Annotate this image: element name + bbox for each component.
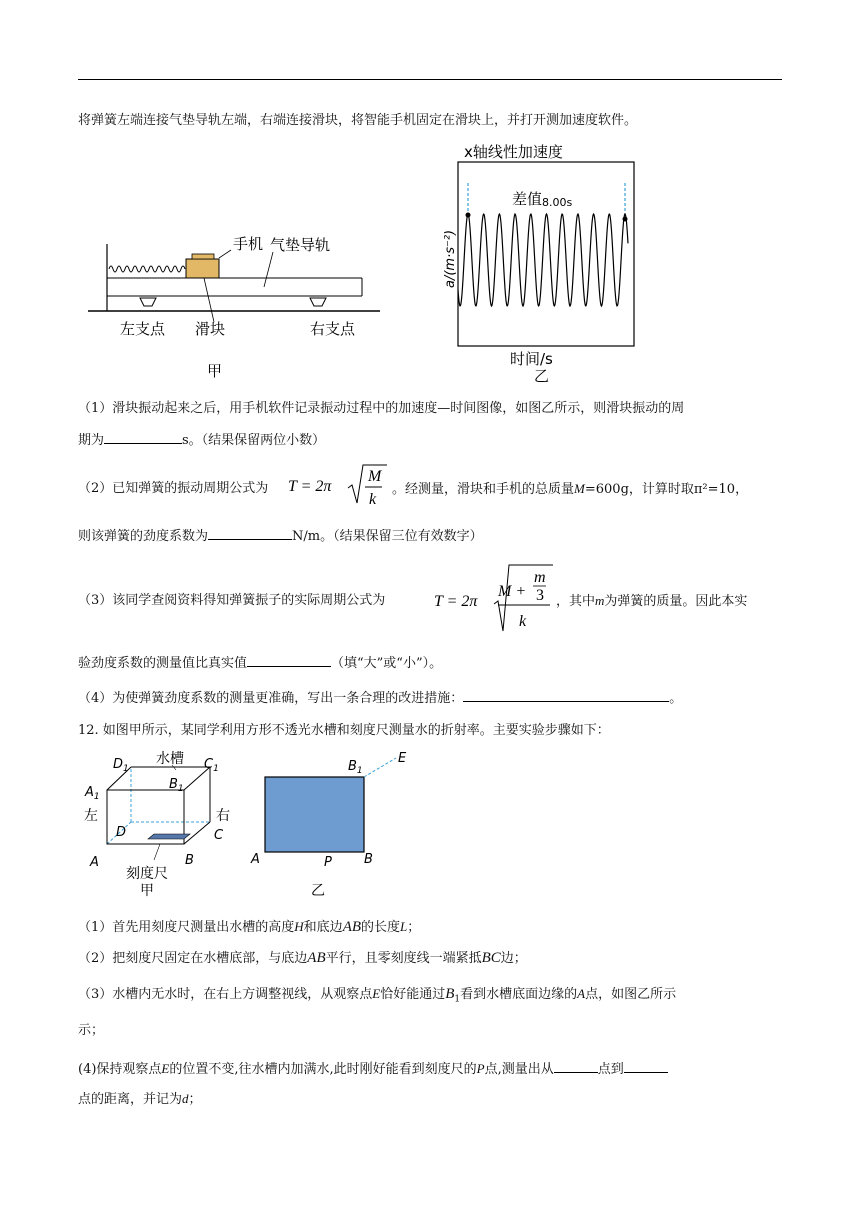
q2-formula — [288, 462, 388, 512]
label-B-yi: B — [364, 852, 373, 867]
label-A-yi: A — [251, 852, 260, 867]
label-D: D — [116, 825, 127, 840]
caption-12-jia: 甲 — [140, 883, 154, 898]
q3-line2: 验劲度系数的测量值比真实值 （填“大”或“小”）。 — [78, 656, 443, 671]
step-1: （1）首先用刻度尺测量出水槽的高度H和底边AB的长度L； — [78, 919, 421, 935]
answer-blank-bigger-smaller[interactable] — [247, 654, 331, 667]
label-right-pivot: 右支点 — [310, 320, 356, 338]
step-4-line1: (4)保持观察点E的位置不变,往水槽内加满水,此时刚好能看到刻度尺的P点,测量出从 点到 — [78, 1059, 668, 1080]
answer-blank-spring-constant[interactable] — [208, 527, 292, 540]
q12-intro: 12. 如图甲所示，某同学利用方形不透光水槽和刻度尺测量水的折射率。主要实验步骤如下： — [78, 723, 610, 738]
svg-text:T = 2π: T = 2π — [288, 478, 332, 495]
q2-line1a: （2）已知弹簧的振动周期公式为 — [78, 481, 269, 496]
label-ruler: 刻度尺 — [126, 866, 168, 882]
q4-line: （4）为使弹簧劲度系数的测量更准确，写出一条合理的改进措施： 。 — [78, 691, 683, 706]
q3-formula — [434, 560, 554, 638]
label-left-side: 左 — [84, 808, 98, 824]
label-C: C — [214, 828, 224, 843]
label-D1: $D_1$ — [113, 757, 129, 774]
answer-blank-point-2[interactable] — [624, 1060, 668, 1073]
label-E: E — [398, 751, 407, 766]
caption-12-yi: 乙 — [311, 883, 325, 898]
step-3-line1: （3）水槽内无水时，在右上方调整视线，从观察点E恰好能通过$B_1$看到水槽底面边缘的A点，如图乙所示 — [78, 986, 677, 1005]
q2-line2: 则该弹簧的劲度系数为 N/m。（结果保留三位有效数字） — [78, 529, 483, 544]
svg-text:M: M — [368, 468, 382, 485]
svg-text:k: k — [519, 613, 527, 630]
step-3-line2: 示； — [78, 1023, 105, 1038]
svg-text:3: 3 — [536, 587, 544, 604]
caption-jia: 甲 — [207, 362, 223, 380]
figure-yi-acceleration-graph — [438, 138, 638, 388]
label-air-track: 气垫导轨 — [270, 236, 331, 254]
label-right-side: 右 — [216, 808, 230, 824]
caption-yi: 乙 — [534, 367, 550, 385]
graph-xlabel: 时间/s — [510, 350, 553, 368]
graph-annotation: 差值8.00s — [512, 190, 573, 209]
q1-line1: （1）滑块振动起来之后，用手机软件记录振动过程中的加速度—时间图像，如图乙所示，则滑块振动的周 — [78, 401, 685, 416]
answer-blank-period[interactable] — [104, 431, 182, 444]
svg-text:T = 2π: T = 2π — [434, 593, 478, 610]
q3-line1b: ，其中m为弹簧的质量。因此本实 — [556, 593, 748, 609]
answer-blank-improvement[interactable] — [463, 689, 669, 702]
graph-ylabel: a/(m·s⁻²) — [443, 229, 458, 288]
acceleration-wave — [458, 214, 628, 306]
label-C1: $C_1$ — [204, 757, 219, 774]
label-slider: 滑块 — [195, 320, 226, 338]
header-rule — [78, 79, 782, 80]
label-A1: $A_1$ — [85, 785, 100, 802]
water-tank-side — [265, 777, 364, 852]
svg-text:M +: M + — [498, 583, 527, 600]
graph-title: x轴线性加速度 — [464, 143, 563, 161]
intro-text: 将弹簧左端连接气垫导轨左端，右端连接滑块，将智能手机固定在滑块上，并打开测加速度软件。 — [78, 113, 638, 128]
step-4-line2: 点的距离，并记为d； — [78, 1091, 202, 1107]
figure-12-yi-side-view — [245, 748, 425, 898]
svg-text:k: k — [369, 491, 377, 508]
label-tank: 水槽 — [156, 751, 184, 767]
answer-blank-point-1[interactable] — [554, 1060, 598, 1073]
q3-line1a: （3）该同学查阅资料得知弹簧振子的实际周期公式为 — [78, 593, 386, 608]
label-B-jia: B — [185, 853, 194, 868]
label-P: P — [324, 855, 332, 870]
label-phone: 手机 — [233, 235, 264, 253]
label-A-jia: A — [90, 855, 99, 870]
figure-12-jia-water-tank — [80, 748, 230, 898]
label-B1-yi: $B_1$ — [348, 759, 363, 776]
svg-text:m: m — [534, 569, 546, 586]
figure-jia-spring-track — [88, 220, 388, 385]
q1-line2: 期为 s。（结果保留两位小数） — [78, 433, 326, 448]
label-left-pivot: 左支点 — [120, 320, 166, 338]
q2-line1b: 。经测量，滑块和手机的总质量M=600g，计算时取π²=10， — [392, 481, 749, 497]
label-B1-jia: $B_1$ — [169, 777, 184, 794]
step-2: （2）把刻度尺固定在水槽底部，与底边AB平行，且零刻度线一端紧抵BC边； — [78, 950, 527, 966]
